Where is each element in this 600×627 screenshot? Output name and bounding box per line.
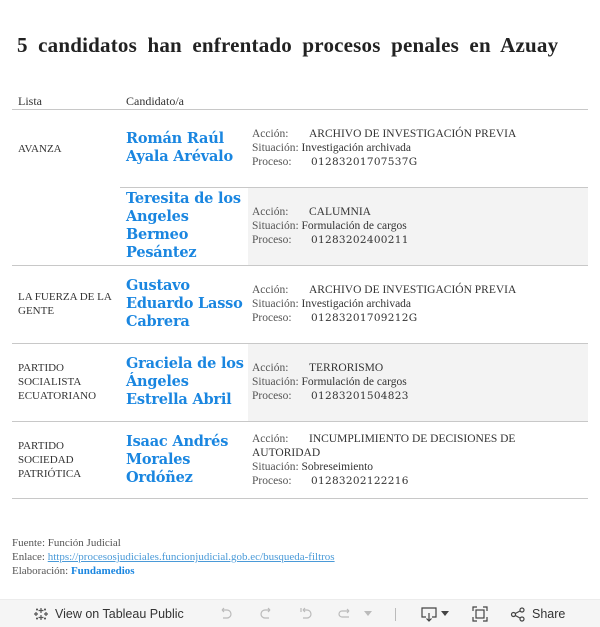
fuente-value: Función Judicial	[47, 537, 121, 549]
source-footer: Fuente: Función Judicial Enlace: https://procesosjudiciales.funcionjudicial.gob.ec/busqueda-filtros Elaboración: Fundamedios	[12, 537, 335, 577]
lista-cell: LA FUERZA DE LA GENTE	[18, 291, 112, 317]
download-button[interactable]	[420, 600, 449, 627]
proceso-value: 01283201504823	[311, 390, 409, 402]
column-header-lista: Lista	[18, 94, 42, 108]
fullscreen-button[interactable]	[471, 600, 489, 627]
column-header-candidato: Candidato/a	[126, 94, 184, 108]
lista-cell: PARTIDO SOCIEDAD PATRIÓTICA	[18, 440, 82, 480]
redo-button[interactable]	[258, 600, 274, 627]
undo-icon	[218, 606, 234, 622]
toolbar-separator	[395, 608, 396, 621]
situacion-value: Formulación de cargos	[301, 376, 407, 388]
situacion-value: Investigación archivada	[301, 142, 412, 154]
refresh-button[interactable]	[336, 600, 354, 627]
row-divider	[12, 498, 588, 499]
view-on-tableau-button[interactable]: View on Tableau Public	[33, 600, 184, 627]
tableau-toolbar	[0, 599, 600, 627]
proceso-value: 01283201709212G	[311, 312, 418, 324]
revert-icon	[298, 606, 314, 622]
candidate-name[interactable]: Teresita de los Angeles Bermeo Pesántez	[126, 190, 241, 261]
accion-value: TERRORISMO	[309, 362, 384, 374]
proceso-value: 01283201707537G	[311, 156, 418, 168]
candidate-name[interactable]: Gustavo Eduardo Lasso Cabrera	[126, 277, 243, 330]
fullscreen-icon	[471, 605, 489, 623]
candidate-name[interactable]: Graciela de los Ángeles Estrella Abril	[126, 355, 244, 408]
accion-value: CALUMNIA	[309, 206, 371, 218]
lista-cell: PARTIDO SOCIALISTA ECUATORIANO	[18, 362, 97, 402]
case-detail: Acción: INCUMPLIMIENTO DE DECISIONES DE AUTORIDAD Situación: Sobreseimiento Proceso: 01283202122216	[252, 433, 516, 487]
row-divider	[12, 265, 588, 266]
accion-value: ARCHIVO DE INVESTIGACIÓN PREVIA	[309, 284, 517, 296]
lista-cell: AVANZA	[18, 143, 62, 155]
elaboracion-value: Fundamedios	[70, 565, 135, 577]
case-detail: Acción: CALUMNIA Situación: Formulación de cargos Proceso: 01283202400211	[252, 206, 409, 246]
download-icon	[420, 605, 438, 623]
tableau-logo-icon	[33, 606, 49, 622]
revert-button[interactable]	[298, 600, 314, 627]
redo-icon	[258, 606, 274, 622]
proceso-value: 01283202122216	[311, 475, 409, 487]
refresh-icon	[336, 606, 354, 622]
candidate-name[interactable]: Isaac Andrés Morales Ordóñez	[126, 433, 229, 486]
row-divider	[12, 421, 588, 422]
dropdown-icon	[441, 611, 449, 617]
proceso-value: 01283202400211	[311, 234, 409, 246]
dropdown-icon	[364, 611, 372, 617]
accion-value: ARCHIVO DE INVESTIGACIÓN PREVIA	[309, 128, 517, 140]
refresh-dropdown-button[interactable]	[364, 600, 372, 627]
situacion-value: Investigación archivada	[301, 298, 412, 310]
situacion-value: Formulación de cargos	[301, 220, 407, 232]
situacion-value: Sobreseimiento	[301, 461, 374, 473]
candidate-name[interactable]: Román Raúl Ayala Arévalo	[126, 130, 233, 165]
case-detail: Acción: ARCHIVO DE INVESTIGACIÓN PREVIA Situación: Investigación archivada Proceso: 01283201709212G	[252, 284, 517, 324]
undo-button[interactable]	[218, 600, 234, 627]
share-button[interactable]: Share	[510, 600, 565, 627]
share-icon	[510, 606, 526, 622]
case-detail: Acción: ARCHIVO DE INVESTIGACIÓN PREVIA Situación: Investigación archivada Proceso: 01283201707537G	[252, 128, 517, 168]
header-divider	[12, 109, 588, 110]
source-link[interactable]: https://procesosjudiciales.funcionjudicial.gob.ec/busqueda-filtros	[47, 551, 335, 563]
accion-value: INCUMPLIMIENTO DE DECISIONES DE AUTORIDAD	[252, 433, 516, 459]
case-detail: Acción: TERRORISMO Situación: Formulación de cargos Proceso: 01283201504823	[252, 362, 409, 402]
page-title: 5 candidatos han enfrentado procesos penales en Azuay	[17, 33, 559, 57]
